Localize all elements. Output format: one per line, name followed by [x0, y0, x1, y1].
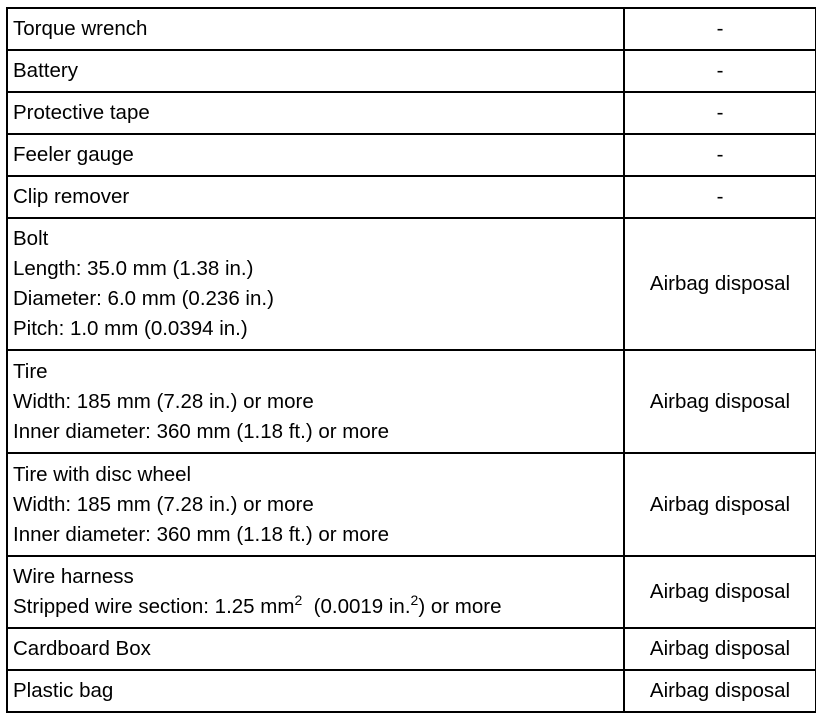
table-row [7, 670, 816, 712]
item-note: Airbag disposal [649, 679, 791, 702]
table-row [7, 134, 816, 176]
item-note: - [716, 143, 724, 166]
table-row [7, 218, 816, 350]
table-row [7, 92, 816, 134]
table-row [7, 176, 816, 218]
item-detail: Pitch: 1.0 mm (0.0394 in.) [13, 317, 248, 340]
item-note: - [716, 59, 724, 82]
table-row [7, 628, 816, 670]
table-row [7, 50, 816, 92]
item-cell [7, 628, 624, 670]
tools-table [6, 7, 816, 713]
item-name: Clip remover [13, 185, 130, 208]
table-row [7, 556, 816, 628]
wire-section-middle: (0.0019 in. [313, 595, 411, 618]
item-detail: Diameter: 6.0 mm (0.236 in.) [13, 287, 274, 310]
item-name: Tire [13, 359, 48, 383]
item-cell [7, 8, 624, 50]
item-detail: Width: 185 mm (7.28 in.) or more [13, 492, 314, 516]
item-cell [7, 134, 624, 176]
item-name: Cardboard Box [13, 637, 151, 660]
note-cell [624, 92, 816, 134]
item-note: Airbag disposal [649, 272, 791, 295]
item-cell [7, 556, 624, 628]
item-detail: Length: 35.0 mm (1.38 in.) [13, 257, 254, 280]
table-row [7, 8, 816, 50]
item-note: Airbag disposal [649, 637, 791, 660]
item-name: Wire harness [13, 565, 134, 588]
item-name: Protective tape [13, 101, 150, 124]
item-name: Battery [13, 59, 78, 82]
item-detail: Width: 185 mm (7.28 in.) or more [13, 389, 314, 413]
item-cell [7, 92, 624, 134]
note-cell [624, 628, 816, 670]
item-cell [7, 670, 624, 712]
note-cell [624, 670, 816, 712]
item-cell [7, 350, 624, 453]
item-cell [7, 453, 624, 556]
item-note: - [716, 185, 724, 208]
item-name: Bolt [13, 227, 49, 250]
wire-section-prefix: Stripped wire section: 1.25 mm [13, 595, 295, 618]
note-cell [624, 218, 816, 350]
item-name: Torque wrench [13, 17, 148, 40]
item-note: - [716, 101, 724, 124]
table-row [7, 453, 816, 556]
note-cell [624, 350, 816, 453]
note-cell [624, 556, 816, 628]
item-note: Airbag disposal [649, 580, 791, 603]
item-detail [13, 592, 618, 622]
note-cell [624, 176, 816, 218]
note-cell [624, 50, 816, 92]
item-detail: Inner diameter: 360 mm (1.18 ft.) or more [13, 522, 389, 546]
note-cell [624, 134, 816, 176]
superscript: 2 [294, 592, 303, 608]
item-name: Plastic bag [13, 679, 114, 702]
item-cell [7, 50, 624, 92]
item-name: Tire with disc wheel [13, 462, 192, 486]
note-cell [624, 8, 816, 50]
item-detail: Inner diameter: 360 mm (1.18 ft.) or more [13, 419, 389, 443]
item-note: - [716, 17, 724, 40]
note-cell [624, 453, 816, 556]
item-note: Airbag disposal [649, 389, 791, 413]
item-cell [7, 176, 624, 218]
wire-section-suffix: ) or more [418, 595, 502, 618]
item-name: Feeler gauge [13, 143, 134, 166]
item-cell [7, 218, 624, 350]
item-note: Airbag disposal [649, 492, 791, 516]
superscript: 2 [410, 592, 419, 608]
table-row [7, 350, 816, 453]
